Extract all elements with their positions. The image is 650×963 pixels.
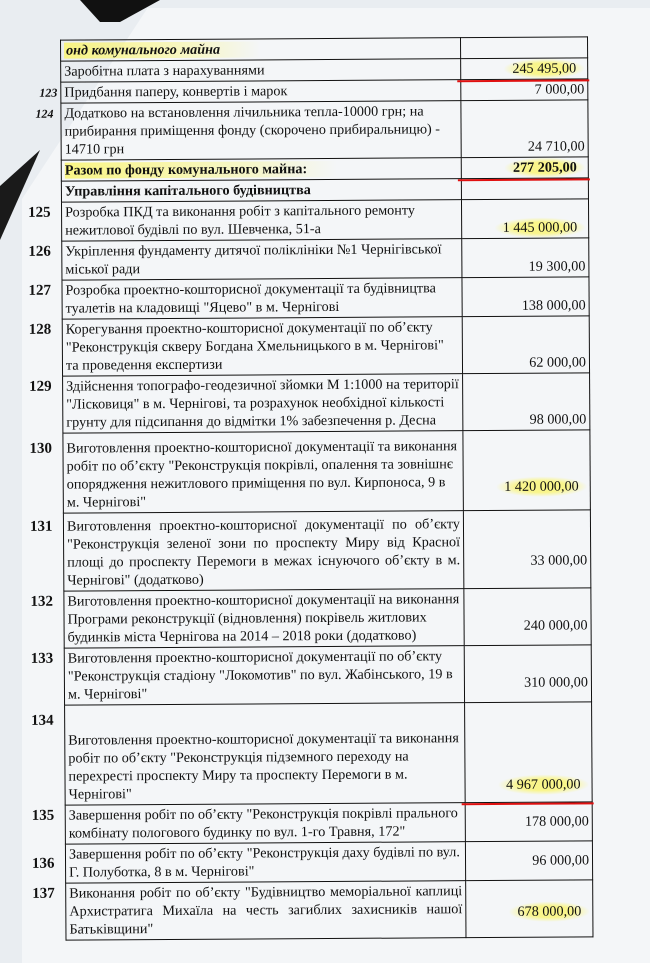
row-number: 126	[28, 243, 51, 260]
row-amount: 98 000,00	[529, 411, 587, 428]
row-number: 130	[29, 440, 53, 457]
table-row	[61, 199, 588, 241]
row-amount: 96 000,00	[532, 852, 590, 869]
row-description: Виготовлення проектно-кошторисної документації та виконання робіт по об’єкту "Реконструкція підземного переходу на перехресті проспекту Миру та проспекту Перемоги в м. Чернігові"	[68, 730, 459, 803]
row-number: 131	[29, 518, 53, 535]
table-row	[64, 588, 591, 648]
table-row	[61, 100, 588, 160]
row-amount: 4 967 000,00	[498, 774, 589, 795]
table-row	[65, 702, 593, 805]
row-description: Заробітна плата з нарахуваннями	[64, 62, 265, 80]
row-amount: 33 000,00	[530, 552, 588, 569]
row-description: Завершення робіт по об’єкту "Реконструкція покрівлі прального комбінату пологового будинку по вул. 1-го Травня, 172"	[68, 805, 458, 842]
table-row	[65, 841, 592, 883]
row-amount: 1 420 000,00	[496, 476, 587, 497]
table-row	[64, 645, 591, 705]
section-header: Управління капітального будівництва	[64, 182, 311, 200]
row-number: 134	[31, 712, 54, 729]
row-amount: 19 300,00	[528, 258, 586, 275]
background-dark-corner	[0, 0, 160, 22]
row-description: Розробка ПКД та виконання робіт з капітального ремонту нежитлової будівлі по вул. Шевченка, 51-а	[65, 202, 415, 239]
row-amount: 678 000,00	[509, 901, 589, 921]
row-number: 129	[29, 378, 52, 395]
total-label: Разом по фонду комунального майна:	[65, 161, 337, 179]
row-description: Укріплення фундаменту дитячої поліклініки №1 Чернігівської міської ради	[65, 241, 442, 278]
row-description: Здійснення топографо-геодезичної зйомки М 1:1000 на території "Лісковиця" в м. Чернігові, та розрахунок необхідної кількості грунту для підсипання до відмітки 1% забезпечення р. Десна	[66, 376, 459, 431]
table-row	[63, 373, 590, 433]
row-description: Виготовлення проектно-кошторисної документації та виконання робіт по об’єкту "Реконструкція покрівлі, опалення та зовнішнє опорядження нежитлового приміщення по вул. Кирпоноса, 9 в м. Чернігові"	[66, 438, 458, 511]
row-description: Виготовлення проектно-кошторисної документації на виконання Програми реконструкції (відновлення) покрівель житлових будинків міста Чернігова на 2014 – 2018 роки (додатково)	[67, 591, 460, 646]
row-number: 127	[28, 282, 52, 299]
row-amount: 138 000,00	[521, 297, 586, 314]
total-amount: 277 205,00	[505, 157, 585, 177]
row-amount: 310 000,00	[524, 674, 588, 691]
table-row	[66, 880, 593, 940]
row-amount: 245 495,00	[504, 58, 584, 78]
table-row	[65, 802, 592, 844]
row-number: 124	[35, 106, 54, 121]
row-amount: 178 000,00	[524, 813, 589, 830]
row-description: Розробка проектно-кошторисної документації та будівництва туалетів на кладовищі "Яцево" в м. Чернігові	[65, 280, 436, 317]
row-number: 123	[39, 85, 58, 100]
row-description: Виконання робіт по об’єкту "Будівництво меморіальної каплиці Архистратига Михаїла на честь загиблих захисників нашої Батьківщини"	[69, 883, 463, 938]
row-number: 125	[28, 204, 51, 221]
row-description: Завершення робіт по об’єкту "Реконструкція даху будівлі по вул. Г. Полуботка, 8 в м. Чернігові"	[68, 844, 460, 881]
row-description: Виготовлення проектно-кошторисної документації по об’єкту "Реконструкція стадіону "Локомотив" по вул. Жабінського, 19 в м. Чернігові"	[67, 648, 453, 703]
row-amount: 24 710,00	[527, 138, 585, 155]
row-description: Додатково на встановлення лічильника тепла-10000 грн; на прибирання приміщення фонду (скорочено прибиральницю) - 14710 грн	[64, 103, 441, 158]
row-number: 128	[28, 321, 52, 338]
row-description: Виготовлення проектно-кошторисної документації по об’єкту "Реконструкція зеленої зони по проспекту Миру від Красної площі до проспекту Перемоги в межах існуючого об’єкту в м. Чернігові" (додатково)	[66, 516, 461, 589]
budget-table	[28, 36, 593, 940]
table-row	[62, 277, 589, 319]
row-number: 136	[31, 855, 55, 872]
table-row	[63, 430, 590, 513]
row-description: Корегування проектно-кошторисної документації по об’єкту "Реконструкція скверу Богдана Хмельницького в м. Чернігові" та проведення експертизи	[65, 319, 444, 374]
row-amount: 1 445 000,00	[495, 217, 586, 238]
row-number: 133	[30, 650, 54, 667]
section-header: онд комунального майна	[64, 41, 260, 58]
row-number: 132	[30, 593, 53, 610]
row-number: 135	[31, 807, 55, 824]
table-row	[62, 238, 589, 280]
row-description: Придбання паперу, конвертів і марок	[64, 83, 288, 101]
row-amount: 240 000,00	[523, 617, 588, 634]
table-row	[62, 316, 589, 376]
row-number: 137	[32, 885, 55, 902]
row-amount: 62 000,00	[529, 354, 587, 371]
table-row	[63, 510, 590, 591]
row-amount: 7 000,00	[534, 81, 585, 98]
